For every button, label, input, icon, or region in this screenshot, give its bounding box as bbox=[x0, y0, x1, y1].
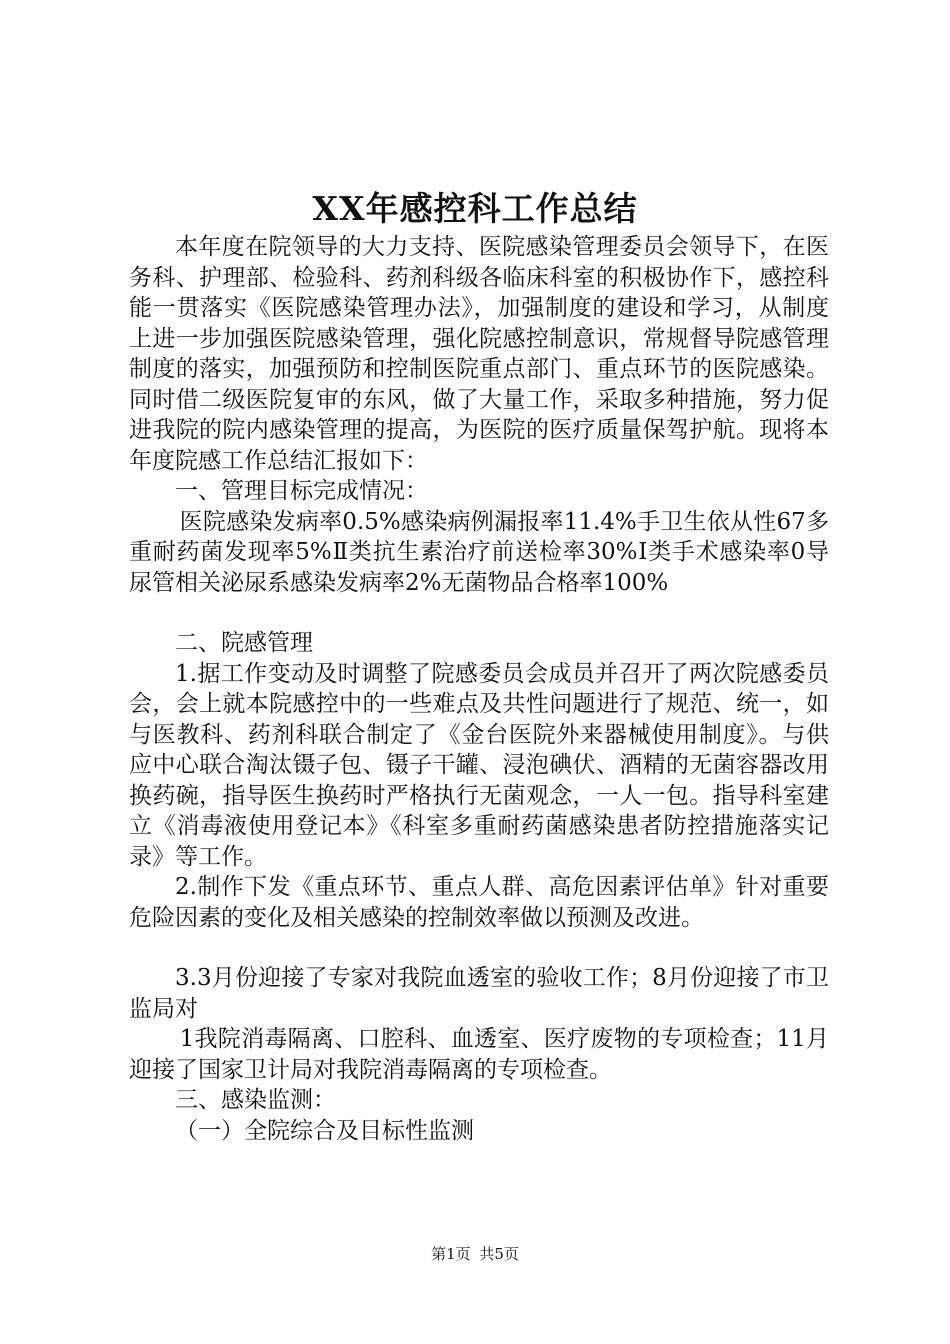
section3-subheading: （一）全院综合及目标性监测 bbox=[175, 1117, 474, 1144]
intro-paragraph: 本年度在院领导的大力支持、医院感染管理委员会领导下，在医务科、护理部、检验科、药剂科级各临床科室的积极协作下，感控科能一贯落实《医院感染管理办法》，加强制度的建设和学习，从制度上进一步加强医院感染管理，强化院感控制意识，常规督导院感管理制度的落实，加强预防和控制医院重点部门、重点环节的医院感染。同时借二级医院复审的东风，做了大量工作，采取多种措施，努力促进我院的院内感染管理的提高，为医院的医疗质量保驾护航。现将本年度院感工作总结汇报如下： bbox=[129, 234, 829, 474]
section2-item-3-continued: 1我院消毒隔离、口腔科、血透室、医疗废物的专项检查；11月迎接了国家卫计局对我院消毒隔离的专项检查。 bbox=[129, 1026, 829, 1083]
section3-heading: 三、感染监测： bbox=[175, 1087, 336, 1113]
section1-body: 医院感染发病率0.5%感染病例漏报率11.4%手卫生依从性67多重耐药菌发现率5%Ⅱ类抗生素治疗前送检率30%Ⅰ类手术感染率0导尿管相关泌尿系感染发病率2%无菌物品合格率100% bbox=[129, 508, 829, 596]
paragraph-gap bbox=[129, 933, 829, 963]
section2-item-2: 2.制作下发《重点环节、重点人群、高危因素评估单》针对重要危险因素的变化及相关感染的控制效率做以预测及改进。 bbox=[129, 874, 829, 931]
section1-heading: 一、管理目标完成情况： bbox=[175, 478, 428, 504]
document-title: XX年感控科工作总结 bbox=[312, 189, 638, 228]
page-footer: 第1页 共5页 bbox=[431, 1245, 519, 1263]
section2-item-3: 3.3月份迎接了专家对我院血透室的验收工作；8月份迎接了市卫监局对 bbox=[129, 965, 829, 1022]
section2-heading: 二、院感管理 bbox=[175, 630, 313, 656]
document-body bbox=[129, 232, 829, 1146]
section2-item-1: 1.据工作变动及时调整了院感委员会成员并召开了两次院感委员会，会上就本院感控中的一些难点及共性问题进行了规范、统一，如与医教科、药剂科联合制定了《金台医院外来器械使用制度》。与供应中心联合淘汰镊子包、镊子干罐、浸泡碘伏、酒精的无菌容器改用换药碗，指导医生换药时严格执行无菌观念，一人一包。指导科室建立《消毒液使用登记本》《科室多重耐药菌感染患者防控措施落实记录》等工作。 bbox=[129, 660, 829, 870]
paragraph-gap bbox=[129, 598, 829, 628]
